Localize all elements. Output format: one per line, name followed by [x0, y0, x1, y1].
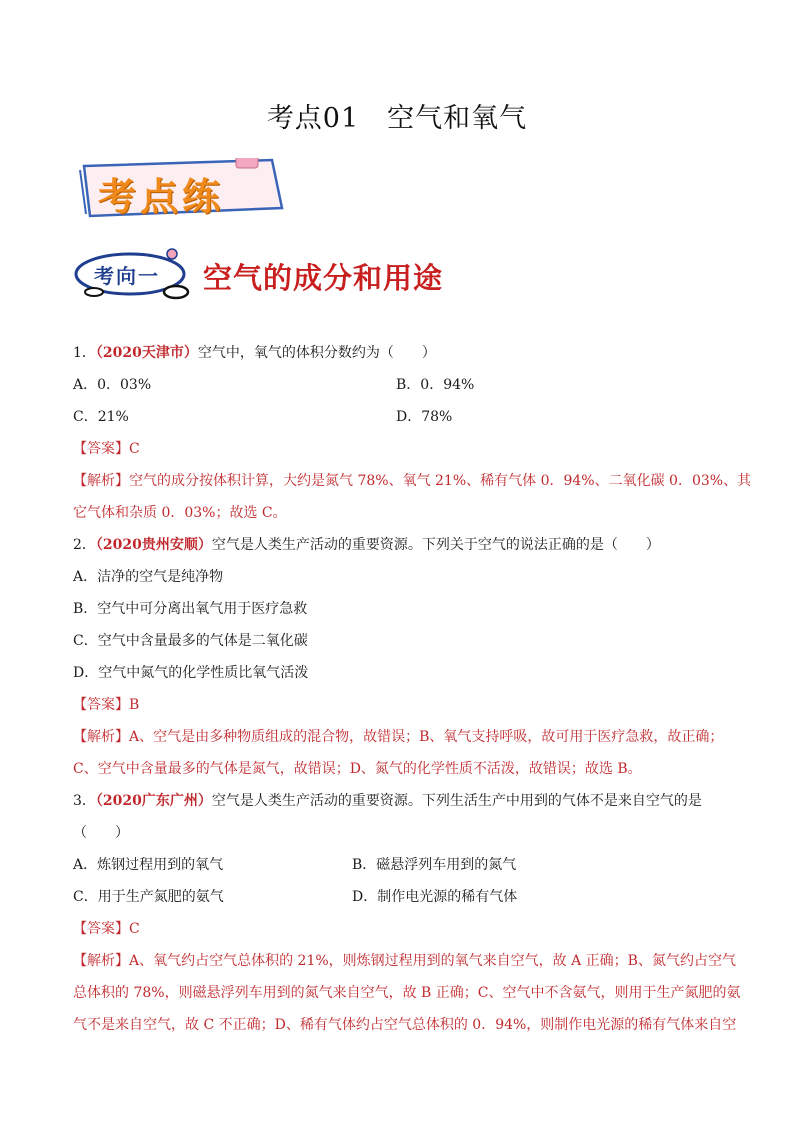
question-1-option-b: B．0．94% — [396, 377, 475, 393]
question-3-answer: 【答案】C — [73, 921, 140, 937]
question-3-option-a: A．炼钢过程用到的氧气 — [73, 857, 224, 873]
question-1-option-d: D．78% — [396, 409, 453, 425]
question-3-analysis-line-3: 气不是来自空气，故 C 不正确；D、稀有气体约占空气总体积的 0．94%，则制作电光源的稀有气体来自空 — [73, 1017, 737, 1033]
question-1-option-a: A．0．03% — [73, 377, 152, 393]
section-title: 空气的成分和用途 — [203, 261, 444, 295]
question-3-option-d: D．制作电光源的稀有气体 — [352, 889, 518, 905]
section-badge — [72, 248, 206, 300]
question-2-answer: 【答案】B — [73, 697, 140, 713]
question-source: （2020广东广州） — [95, 793, 212, 809]
question-2-analysis-line-2: C、空气中含量最多的气体是氮气，故错误；D、氮气的化学性质不活泼，故错误；故选 B。 — [73, 761, 642, 777]
question-3-option-c: C．用于生产氮肥的氨气 — [73, 889, 224, 905]
question-3-option-b: B．磁悬浮列车用到的氮气 — [352, 857, 517, 873]
question-source: （2020天津市） — [95, 345, 198, 361]
question-3-stem: 3．（2020广东广州）空气是人类生产活动的重要资源。下列生活生产中用到的气体不是来自空气的是 — [73, 793, 702, 809]
question-1-stem: 1．（2020天津市）空气中，氧气的体积分数约为（ ） — [73, 345, 436, 361]
question-3-analysis-line-1: 【解析】A、氧气约占空气总体积的 21%，则炼钢过程用到的氧气来自空气，故 A 正确；B、氮气约占空气 — [73, 953, 736, 969]
question-3-stem-bracket: （ ） — [73, 825, 129, 841]
question-3-analysis-line-2: 总体积的 78%，则磁悬浮列车用到的氮气来自空气，故 B 正确；C、空气中不含氨气，则用于生产氮肥的氨 — [73, 985, 741, 1001]
banner-text: 考点练 — [98, 175, 225, 219]
kaodianlian-banner — [76, 158, 288, 218]
question-1-analysis-line-2: 它气体和杂质 0．03%；故选 C。 — [73, 505, 287, 521]
question-2-option-a: A．洁净的空气是纯净物 — [73, 569, 224, 585]
question-1-option-c: C．21% — [73, 409, 129, 425]
question-2-analysis-line-1: 【解析】A、空气是由多种物质组成的混合物，故错误；B、氧气支持呼吸，故可用于医疗急救，故正确； — [73, 729, 724, 745]
title-main: 考点01 — [266, 103, 360, 134]
section-badge-text: 考向一 — [94, 264, 160, 288]
question-2-option-b: B．空气中可分离出氧气用于医疗急救 — [73, 601, 308, 617]
question-2-option-d: D．空气中氮气的化学性质比氧气活泼 — [73, 665, 309, 681]
question-2-stem: 2．（2020贵州安顺）空气是人类生产活动的重要资源。下列关于空气的说法正确的是（ ） — [73, 537, 660, 553]
page-title — [0, 96, 794, 135]
question-1-analysis-line-1: 【解析】空气的成分按体积计算，大约是氮气 78%、氧气 21%、稀有气体 0．94%、二氧化碳 0．03%、其 — [73, 473, 752, 489]
question-1-answer: 【答案】C — [73, 441, 140, 457]
question-2-option-c: C．空气中含量最多的气体是二氧化碳 — [73, 633, 308, 649]
title-sub: 空气和氧气 — [387, 103, 528, 134]
question-source: （2020贵州安顺） — [95, 537, 212, 553]
